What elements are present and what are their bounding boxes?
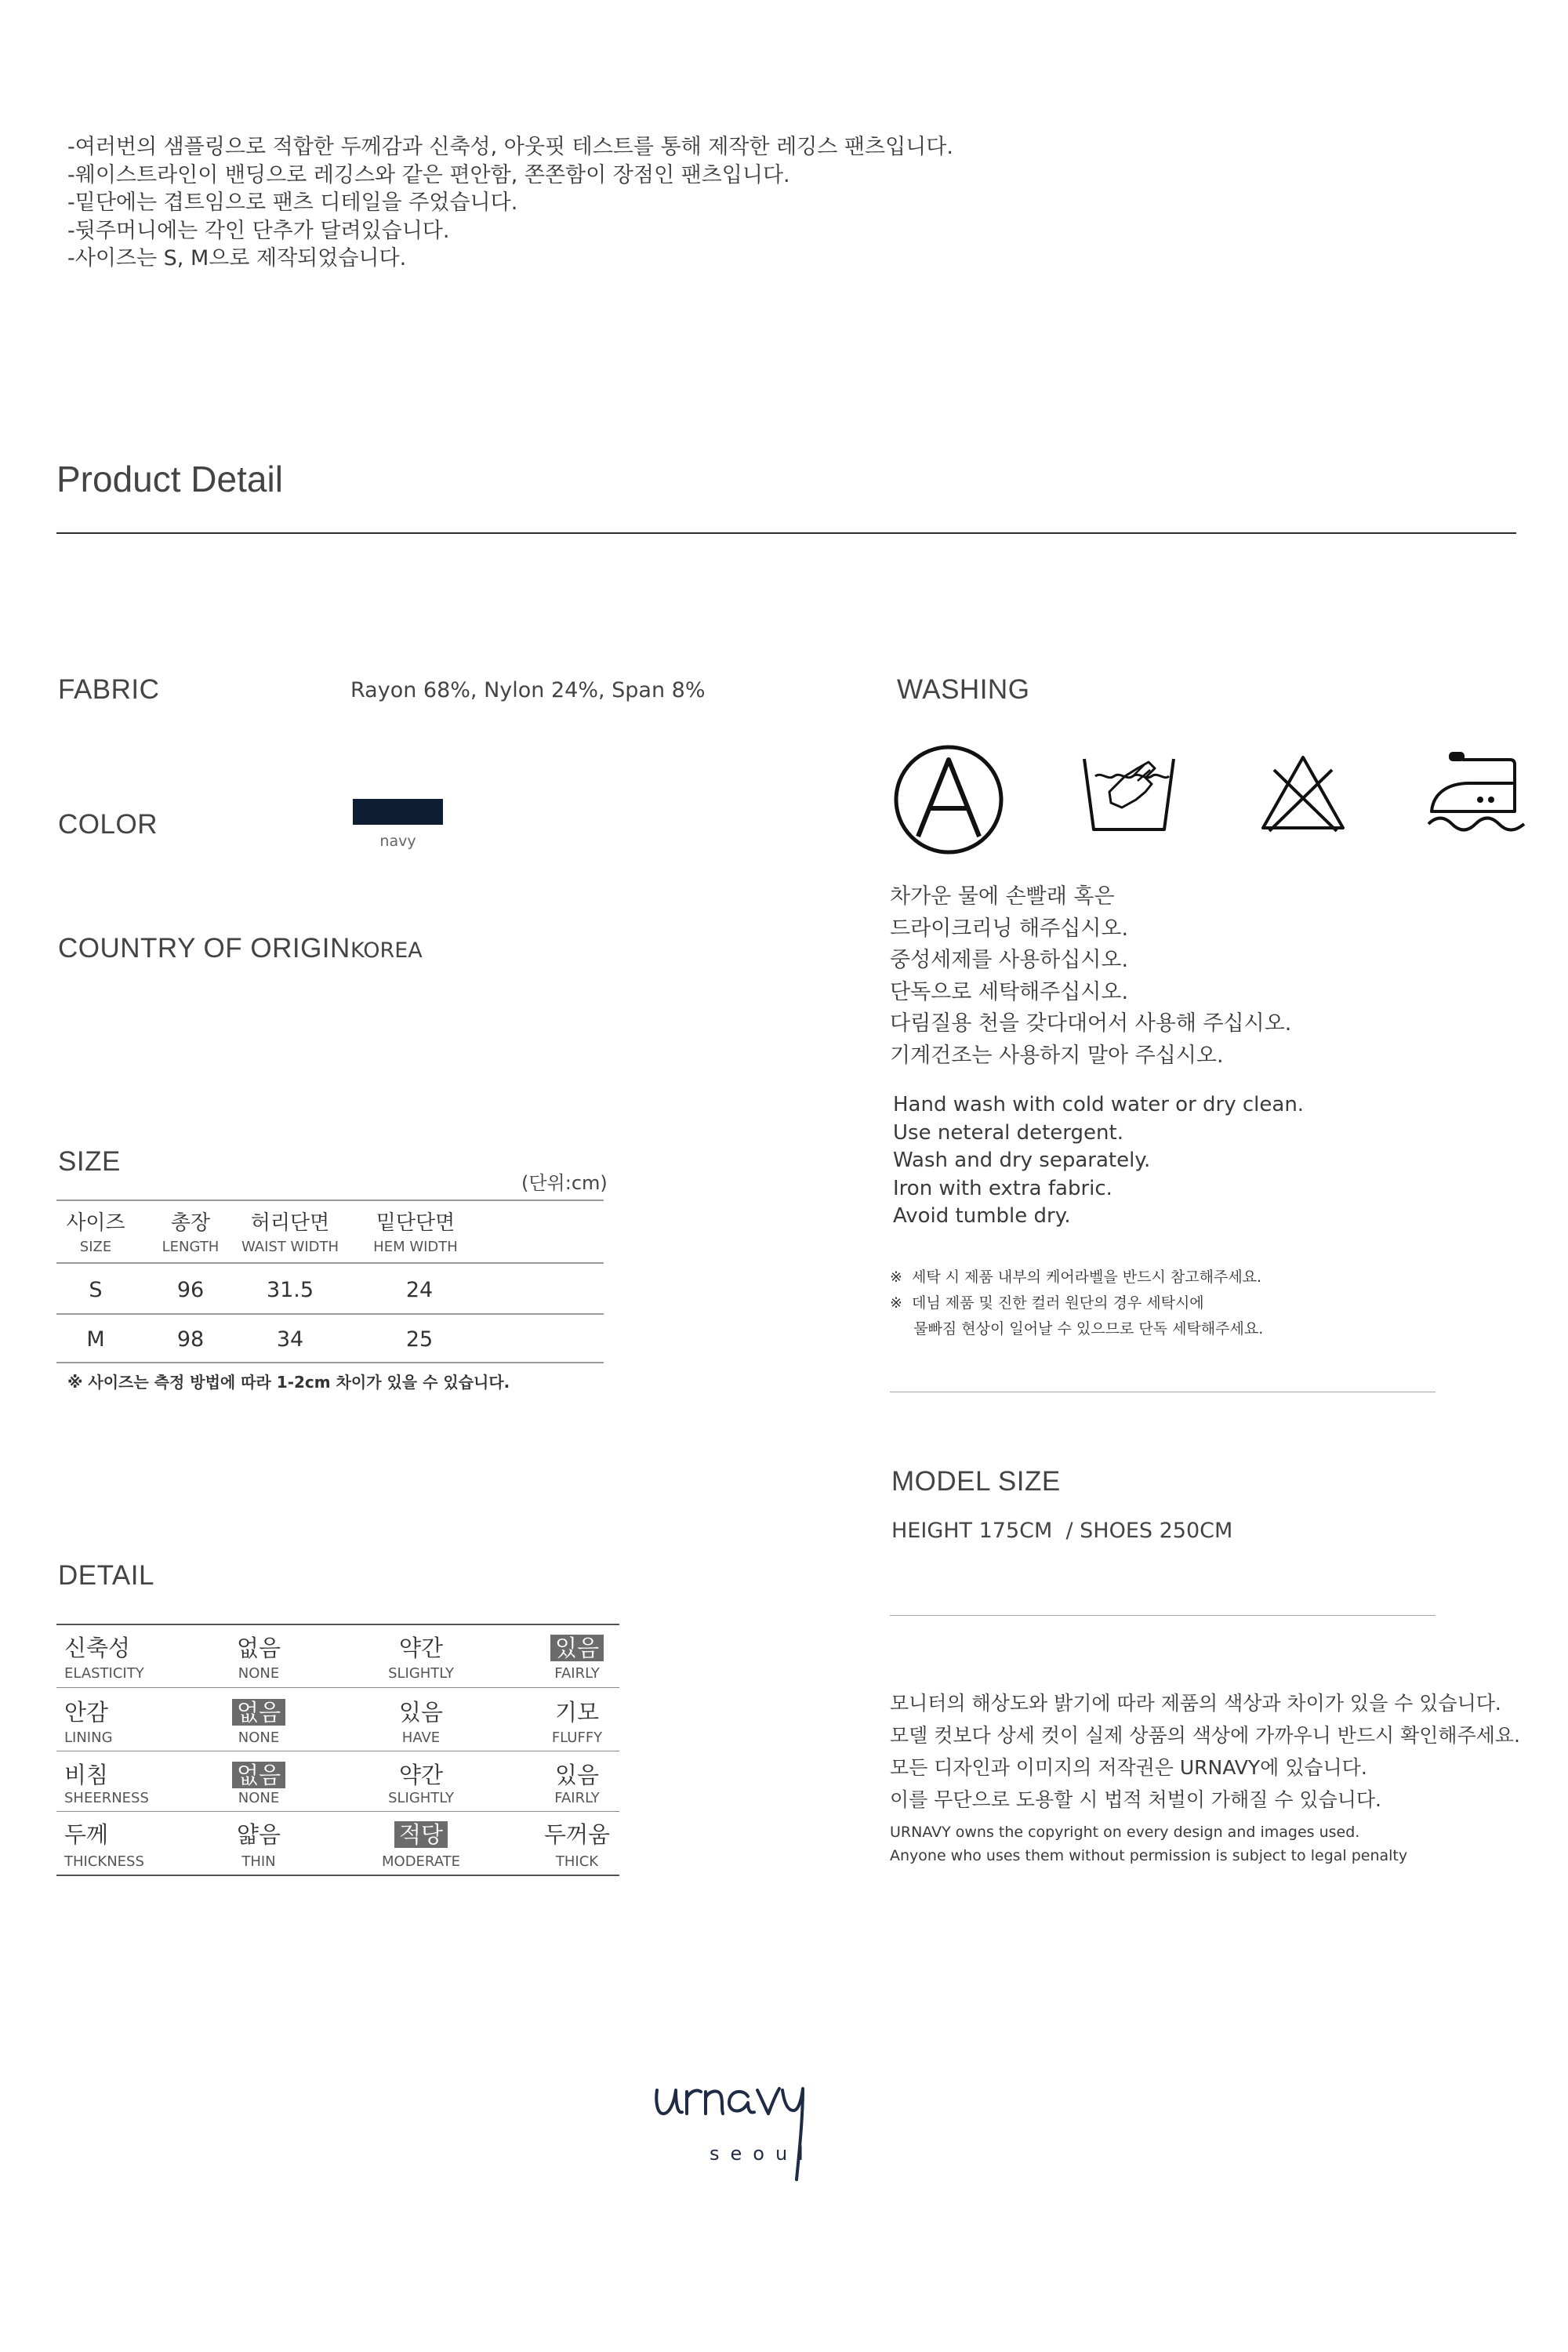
origin-label: COUNTRY OF ORIGIN	[58, 933, 350, 964]
detail-option-en: THICK	[555, 1853, 599, 1870]
detail-option-en: NONE	[238, 1730, 280, 1746]
detail-option-en: SLIGHTLY	[388, 1665, 454, 1682]
section-divider	[890, 1615, 1436, 1616]
detail-row-label-en: LINING	[64, 1730, 113, 1746]
detail-option-en: HAVE	[401, 1730, 441, 1746]
washing-line: 기계건조는 사용하지 말아 주십시오.	[890, 1043, 1224, 1068]
detail-row-label: 신축성	[64, 1635, 131, 1661]
detail-option-en: FLUFFY	[551, 1730, 603, 1746]
notice-line: 모니터의 해상도와 밝기에 따라 제품의 색상과 차이가 있을 수 있습니다.	[890, 1692, 1501, 1715]
size-cell: M	[86, 1327, 105, 1352]
intro-line: -웨이스트라인이 밴딩으로 레깅스와 같은 편안함, 쫀쫀함이 장점인 팬츠입니다.	[67, 162, 790, 187]
washing-line: 중성세제를 사용하십시오.	[890, 948, 1129, 972]
size-unit: (단위:cm)	[521, 1172, 608, 1194]
detail-table-bottom-rule	[56, 1875, 619, 1876]
washing-note: ※ 세탁 시 제품 내부의 케어라벨을 반드시 참고해주세요.	[890, 1269, 1262, 1286]
notice-line: URNAVY owns the copyright on every design and images used.	[890, 1824, 1360, 1841]
intro-line: -밑단에는 겹트임으로 팬츠 디테일을 주었습니다.	[67, 191, 518, 215]
dry-clean-icon	[890, 741, 1007, 858]
washing-title: WASHING	[897, 674, 1030, 705]
hem-header-ko: 밑단단면	[376, 1211, 456, 1235]
notice-en	[890, 1820, 1407, 1867]
brand-logo-sub: seoul	[710, 2143, 815, 2165]
detail-option-en: MODERATE	[382, 1853, 460, 1870]
product-detail-title: Product Detail	[56, 459, 283, 499]
detail-option-selected: 없음	[180, 1695, 337, 1727]
notice-ko	[890, 1687, 1520, 1816]
size-table-top-rule	[56, 1200, 604, 1201]
waist-cell: 34	[276, 1327, 304, 1352]
washing-note: 물빠짐 현상이 일어날 수 있으므로 단독 세탁해주세요.	[890, 1320, 1264, 1338]
washing-line: Wash and dry separately.	[893, 1149, 1151, 1172]
detail-rule	[56, 1687, 619, 1688]
detail-title: DETAIL	[58, 1560, 154, 1591]
detail-row-label: 안감	[64, 1699, 109, 1726]
detail-option-selected: 없음	[180, 1758, 337, 1790]
detail-option: 약간	[398, 1762, 444, 1788]
detail-option: 없음	[236, 1635, 281, 1661]
hand-wash-icon	[1078, 745, 1180, 839]
washing-note: ※ 데님 제품 및 진한 컬러 원단의 경우 세탁시에	[890, 1294, 1204, 1312]
intro-line: -여러번의 샘플링으로 적합한 두께감과 신축성, 아웃핏 테스트를 통해 제작한 레깅스 팬츠입니다.	[67, 135, 953, 159]
notice-line: 모든 디자인과 이미지의 저작권은 URNAVY에 있습니다.	[890, 1756, 1367, 1779]
washing-line: 단독으로 세탁해주십시오.	[890, 979, 1129, 1004]
size-header-en: SIZE	[79, 1239, 112, 1255]
model-size-title: MODEL SIZE	[891, 1466, 1061, 1497]
detail-row-label-en: SHEERNESS	[64, 1790, 149, 1806]
section-divider	[56, 532, 1516, 534]
washing-line: Iron with extra fabric.	[893, 1176, 1112, 1200]
washing-line: 차가운 물에 손빨래 혹은	[890, 884, 1115, 909]
washing-instructions-ko	[890, 881, 1291, 1072]
no-bleach-icon	[1258, 751, 1348, 833]
color-label: COLOR	[58, 809, 158, 840]
waist-cell: 31.5	[266, 1278, 314, 1302]
washing-notes	[890, 1265, 1263, 1342]
model-size-value: HEIGHT 175CM / SHOES 250CM	[891, 1519, 1233, 1543]
detail-table-top-rule	[56, 1624, 619, 1625]
length-cell: 98	[176, 1327, 205, 1352]
product-intro	[67, 133, 953, 273]
detail-option: 있음	[554, 1762, 600, 1788]
detail-option-en: FAIRLY	[554, 1790, 600, 1806]
detail-option-en: NONE	[238, 1790, 280, 1806]
notice-line: 이를 무단으로 도용할 시 법적 처벌이 가해질 수 있습니다.	[890, 1788, 1381, 1811]
detail-option-en: NONE	[238, 1665, 280, 1682]
washing-line: 드라이크리닝 해주십시오.	[890, 916, 1129, 941]
notice-line: Anyone who uses them without permission is subject to legal penalty	[890, 1847, 1408, 1864]
notice-line: 모델 컷보다 상세 컷이 실제 상품의 색상에 가까우니 반드시 확인해주세요.	[890, 1724, 1520, 1747]
detail-row-label-en: ELASTICITY	[64, 1665, 144, 1682]
detail-option-en: SLIGHTLY	[388, 1790, 454, 1806]
fabric-label: FABRIC	[58, 674, 160, 705]
detail-option-en: THIN	[241, 1853, 276, 1870]
detail-row-label: 두께	[64, 1821, 109, 1848]
detail-option-selected: 적당	[343, 1817, 499, 1849]
intro-line: -사이즈는 S, M으로 제작되었습니다.	[67, 246, 407, 270]
iron-icon	[1425, 749, 1527, 837]
size-cell: S	[89, 1278, 103, 1302]
washing-line: Use neteral detergent.	[893, 1120, 1123, 1145]
intro-line: -뒷주머니에는 각인 단추가 달려있습니다.	[67, 218, 450, 243]
length-header-en: LENGTH	[162, 1239, 220, 1255]
size-header-ko: 사이즈	[66, 1211, 125, 1235]
color-swatch-navy	[353, 799, 443, 825]
size-table-rule	[56, 1262, 604, 1264]
size-title: SIZE	[58, 1146, 121, 1177]
hem-header-en: HEM WIDTH	[373, 1239, 458, 1255]
detail-option: 있음	[398, 1699, 444, 1726]
waist-header-en: WAIST WIDTH	[241, 1239, 339, 1255]
brand-logo	[651, 2054, 886, 2195]
washing-line: Avoid tumble dry.	[893, 1204, 1071, 1228]
size-table-rule	[56, 1313, 604, 1315]
detail-option: 기모	[554, 1699, 600, 1726]
length-header-ko: 총장	[170, 1211, 211, 1235]
length-cell: 96	[176, 1278, 205, 1302]
washing-line: Hand wash with cold water or dry clean.	[893, 1093, 1305, 1116]
washing-line: 다림질용 천을 갖다대어서 사용해 주십시오.	[890, 1011, 1292, 1036]
detail-option: 얇음	[236, 1821, 281, 1848]
detail-row-label-en: THICKNESS	[64, 1853, 144, 1870]
detail-option-en: FAIRLY	[554, 1665, 600, 1682]
size-table-bottom-rule	[56, 1362, 604, 1363]
detail-option-selected: 있음	[499, 1631, 655, 1663]
origin-value: KOREA	[350, 938, 423, 963]
waist-header-ko: 허리단면	[250, 1211, 330, 1235]
washing-instructions-en	[893, 1091, 1304, 1231]
size-note: ※ 사이즈는 측정 방법에 따라 1-2cm 차이가 있을 수 있습니다.	[67, 1373, 510, 1392]
detail-row-label: 비침	[64, 1762, 109, 1788]
color-name: navy	[379, 833, 416, 850]
hem-cell: 24	[405, 1278, 434, 1302]
hem-cell: 25	[405, 1327, 434, 1352]
detail-option: 약간	[398, 1635, 444, 1661]
fabric-value: Rayon 68%, Nylon 24%, Span 8%	[350, 678, 706, 702]
detail-option: 두꺼움	[543, 1821, 611, 1848]
detail-rule	[56, 1811, 619, 1812]
